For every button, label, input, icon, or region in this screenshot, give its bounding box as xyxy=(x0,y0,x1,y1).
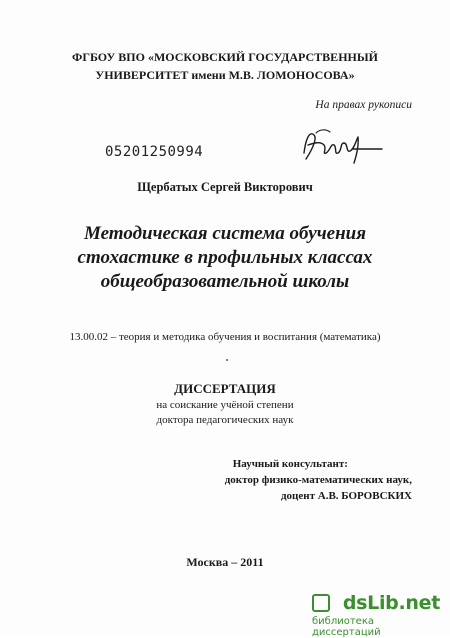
city-year: Москва – 2011 xyxy=(186,555,264,569)
scientific-consultant xyxy=(225,456,412,504)
consultant-label: Научный консультант: xyxy=(232,458,348,470)
dslib-watermark xyxy=(312,592,444,638)
degree-sought xyxy=(0,398,450,428)
degree-line-2: доктора педагогических наук xyxy=(156,414,294,426)
scan-speck xyxy=(226,359,228,361)
handwritten-signature xyxy=(296,123,386,169)
watermark-logo: dsLib.net xyxy=(342,592,440,614)
institution-name xyxy=(0,48,450,84)
institution-line-1: ФГБОУ ВПО «МОСКОВСКИЙ ГОСУДАРСТВЕННЫЙ xyxy=(72,50,378,64)
title-line-3: общеобразовательной школы xyxy=(100,271,350,292)
degree-line-1: на соискание учёной степени xyxy=(156,399,294,411)
watermark-tagline: библиотека диссертаций xyxy=(312,616,381,638)
catalog-code: 05201250994 xyxy=(105,144,204,160)
document-type-heading: ДИССЕРТАЦИЯ xyxy=(174,381,276,396)
consultant-name: доцент А.В. БОРОВСКИХ xyxy=(280,490,412,502)
manuscript-rights-note: На правах рукописи xyxy=(315,99,412,111)
dslib-logo-icon xyxy=(312,594,330,612)
author-name: Щербатых Сергей Викторович xyxy=(137,180,313,194)
title-line-2: стохастике в профильных классах xyxy=(77,247,373,268)
title-line-1: Методическая система обучения xyxy=(83,223,367,244)
dissertation-title xyxy=(0,222,450,294)
consultant-degree: доктор физико-математических наук, xyxy=(224,474,412,486)
specialty-code: 13.00.02 – теория и методика обучения и воспитания (математика) xyxy=(69,331,381,343)
institution-line-2: УНИВЕРСИТЕТ имени М.В. ЛОМОНОСОВА» xyxy=(95,68,355,82)
